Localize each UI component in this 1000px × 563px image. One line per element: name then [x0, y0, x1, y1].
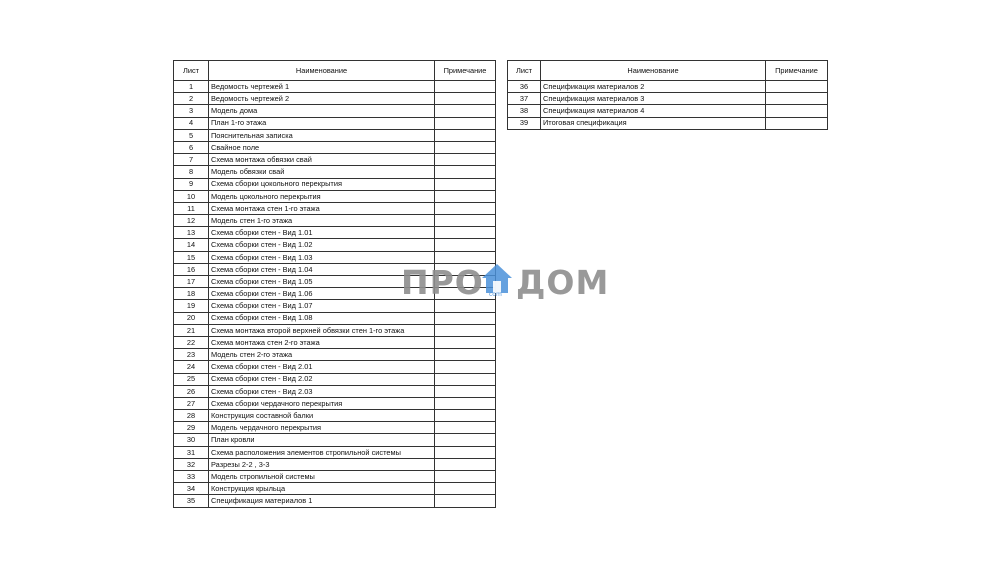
table-row — [174, 458, 496, 470]
note-cell — [435, 81, 496, 93]
table-header-row — [508, 61, 828, 81]
drawing-name-cell: Схема сборки стен - Вид 1.02 — [209, 239, 435, 251]
sheet-number-cell: 14 — [174, 239, 209, 251]
note-cell — [435, 349, 496, 361]
drawing-name-cell: Схема сборки стен - Вид 1.08 — [209, 312, 435, 324]
note-cell — [435, 166, 496, 178]
table-row — [174, 373, 496, 385]
table-row — [174, 336, 496, 348]
note-cell — [435, 471, 496, 483]
note-cell — [766, 93, 828, 105]
drawing-name-cell: Пояснительная записка — [209, 129, 435, 141]
sheet-number-cell: 27 — [174, 397, 209, 409]
table-row — [174, 141, 496, 153]
table-row — [174, 93, 496, 105]
drawing-name-cell: Итоговая спецификация — [541, 117, 766, 129]
col-header-sheet: Лист — [508, 61, 541, 81]
sheet-number-cell: 28 — [174, 410, 209, 422]
drawing-name-cell: Схема сборки стен - Вид 1.06 — [209, 288, 435, 300]
sheet-number-cell: 34 — [174, 483, 209, 495]
sheet-number-cell: 12 — [174, 215, 209, 227]
sheet-number-cell: 30 — [174, 434, 209, 446]
table-row — [174, 471, 496, 483]
note-cell — [435, 483, 496, 495]
table-row — [174, 361, 496, 373]
note-cell — [435, 141, 496, 153]
sheet-number-cell: 23 — [174, 349, 209, 361]
table-row — [508, 93, 828, 105]
table-row — [174, 81, 496, 93]
drawing-name-cell: Схема сборки стен - Вид 1.04 — [209, 263, 435, 275]
col-header-sheet: Лист — [174, 61, 209, 81]
sheet-number-cell: 17 — [174, 276, 209, 288]
drawing-name-cell: Модель стропильной системы — [209, 471, 435, 483]
col-header-note: Примечание — [435, 61, 496, 81]
sheet-number-cell: 26 — [174, 385, 209, 397]
note-cell — [435, 422, 496, 434]
sheet-number-cell: 7 — [174, 154, 209, 166]
drawing-name-cell: Схема монтажа обвязки свай — [209, 154, 435, 166]
note-cell — [435, 312, 496, 324]
drawing-name-cell: Схема сборки стен - Вид 1.07 — [209, 300, 435, 312]
note-cell — [435, 446, 496, 458]
drawing-name-cell: Схема расположения элементов стропильной системы — [209, 446, 435, 458]
sheet-number-cell: 16 — [174, 263, 209, 275]
table-row — [174, 385, 496, 397]
table-row — [174, 312, 496, 324]
watermark-small-text: com — [489, 291, 502, 298]
sheet-number-cell: 29 — [174, 422, 209, 434]
drawing-name-cell: Схема сборки стен - Вид 1.01 — [209, 227, 435, 239]
table-row — [508, 81, 828, 93]
note-cell — [435, 495, 496, 507]
table-row — [174, 154, 496, 166]
note-cell — [435, 397, 496, 409]
note-cell — [766, 105, 828, 117]
table-row — [174, 422, 496, 434]
drawing-name-cell: Спецификация материалов 3 — [541, 93, 766, 105]
drawing-name-cell: Свайное поле — [209, 141, 435, 153]
drawing-name-cell: Схема монтажа второй верхней обвязки стен 1-го этажа — [209, 324, 435, 336]
drawing-name-cell: Схема сборки чердачного перекрытия — [209, 397, 435, 409]
sheet-number-cell: 21 — [174, 324, 209, 336]
table-row — [174, 434, 496, 446]
table-row — [174, 117, 496, 129]
watermark-word-1: ПРО — [401, 263, 484, 302]
drawing-name-cell: Модель обвязки свай — [209, 166, 435, 178]
sheet-number-cell: 8 — [174, 166, 209, 178]
table-row — [174, 178, 496, 190]
drawing-name-cell: Ведомость чертежей 1 — [209, 81, 435, 93]
sheet-number-cell: 1 — [174, 81, 209, 93]
sheet-number-cell: 6 — [174, 141, 209, 153]
note-cell — [435, 105, 496, 117]
drawing-name-cell: Конструкция составной балки — [209, 410, 435, 422]
drawing-name-cell: Схема монтажа стен 2-го этажа — [209, 336, 435, 348]
sheet-number-cell: 13 — [174, 227, 209, 239]
sheet-number-cell: 38 — [508, 105, 541, 117]
sheet-number-cell: 11 — [174, 202, 209, 214]
watermark-word-2: ДОМ — [516, 263, 610, 302]
drawing-name-cell: Модель дома — [209, 105, 435, 117]
drawing-name-cell: Модель стен 2-го этажа — [209, 349, 435, 361]
drawing-name-cell: Ведомость чертежей 2 — [209, 93, 435, 105]
sheet-number-cell: 36 — [508, 81, 541, 93]
table-row — [508, 105, 828, 117]
sheet-number-cell: 33 — [174, 471, 209, 483]
sheet-number-cell: 24 — [174, 361, 209, 373]
sheet-number-cell: 10 — [174, 190, 209, 202]
drawing-name-cell: Схема сборки стен - Вид 2.02 — [209, 373, 435, 385]
drawing-name-cell: Разрезы 2-2 , 3-3 — [209, 458, 435, 470]
sheet-number-cell: 32 — [174, 458, 209, 470]
sheet-number-cell: 35 — [174, 495, 209, 507]
drawing-name-cell: Схема сборки стен - Вид 2.03 — [209, 385, 435, 397]
table-row — [174, 227, 496, 239]
table-row — [174, 166, 496, 178]
table-row — [174, 190, 496, 202]
note-cell — [435, 385, 496, 397]
note-cell — [435, 190, 496, 202]
table-header-row — [174, 61, 496, 81]
sheet-number-cell: 5 — [174, 129, 209, 141]
note-cell — [435, 202, 496, 214]
drawing-name-cell: Конструкция крыльца — [209, 483, 435, 495]
table-row — [174, 215, 496, 227]
note-cell — [435, 434, 496, 446]
table-row — [174, 202, 496, 214]
note-cell — [435, 458, 496, 470]
sheet-number-cell: 19 — [174, 300, 209, 312]
sheet-number-cell: 25 — [174, 373, 209, 385]
col-header-note: Примечание — [766, 61, 828, 81]
table-row — [508, 117, 828, 129]
note-cell — [766, 117, 828, 129]
note-cell — [435, 129, 496, 141]
table-row — [174, 410, 496, 422]
note-cell — [435, 93, 496, 105]
sheet-number-cell: 4 — [174, 117, 209, 129]
note-cell — [435, 336, 496, 348]
sheet-number-cell: 20 — [174, 312, 209, 324]
drawing-name-cell: План 1-го этажа — [209, 117, 435, 129]
drawing-name-cell: Спецификация материалов 4 — [541, 105, 766, 117]
table-row — [174, 129, 496, 141]
table-row — [174, 495, 496, 507]
note-cell — [435, 227, 496, 239]
note-cell — [435, 410, 496, 422]
table-row — [174, 446, 496, 458]
drawing-name-cell: Спецификация материалов 1 — [209, 495, 435, 507]
sheet-number-cell: 31 — [174, 446, 209, 458]
note-cell — [435, 361, 496, 373]
note-cell — [435, 239, 496, 251]
drawing-name-cell: Модель цокольного перекрытия — [209, 190, 435, 202]
drawing-name-cell: Модель чердачного перекрытия — [209, 422, 435, 434]
note-cell — [435, 178, 496, 190]
drawings-list-table-right — [507, 60, 828, 130]
drawing-name-cell: Спецификация материалов 2 — [541, 81, 766, 93]
drawing-name-cell: Модель стен 1-го этажа — [209, 215, 435, 227]
drawing-name-cell: Схема сборки цокольного перекрытия — [209, 178, 435, 190]
note-cell — [435, 154, 496, 166]
sheet-number-cell: 3 — [174, 105, 209, 117]
table-row — [174, 105, 496, 117]
drawing-name-cell: Схема сборки стен - Вид 2.01 — [209, 361, 435, 373]
sheet-number-cell: 22 — [174, 336, 209, 348]
sheet-number-cell: 2 — [174, 93, 209, 105]
table-row — [174, 324, 496, 336]
sheet-number-cell: 39 — [508, 117, 541, 129]
watermark-logo — [401, 262, 610, 304]
sheet-number-cell: 18 — [174, 288, 209, 300]
note-cell — [766, 81, 828, 93]
table-row — [174, 239, 496, 251]
table-row — [174, 397, 496, 409]
drawing-name-cell: Схема сборки стен - Вид 1.03 — [209, 251, 435, 263]
note-cell — [435, 117, 496, 129]
table-row — [174, 349, 496, 361]
note-cell — [435, 215, 496, 227]
sheet-number-cell: 9 — [174, 178, 209, 190]
drawing-name-cell: Схема монтажа стен 1-го этажа — [209, 202, 435, 214]
sheet-number-cell: 15 — [174, 251, 209, 263]
table-row — [174, 483, 496, 495]
note-cell — [435, 373, 496, 385]
note-cell — [435, 324, 496, 336]
drawing-name-cell: Схема сборки стен - Вид 1.05 — [209, 276, 435, 288]
drawing-name-cell: План кровли — [209, 434, 435, 446]
col-header-name: Наименование — [209, 61, 435, 81]
col-header-name: Наименование — [541, 61, 766, 81]
sheet-number-cell: 37 — [508, 93, 541, 105]
